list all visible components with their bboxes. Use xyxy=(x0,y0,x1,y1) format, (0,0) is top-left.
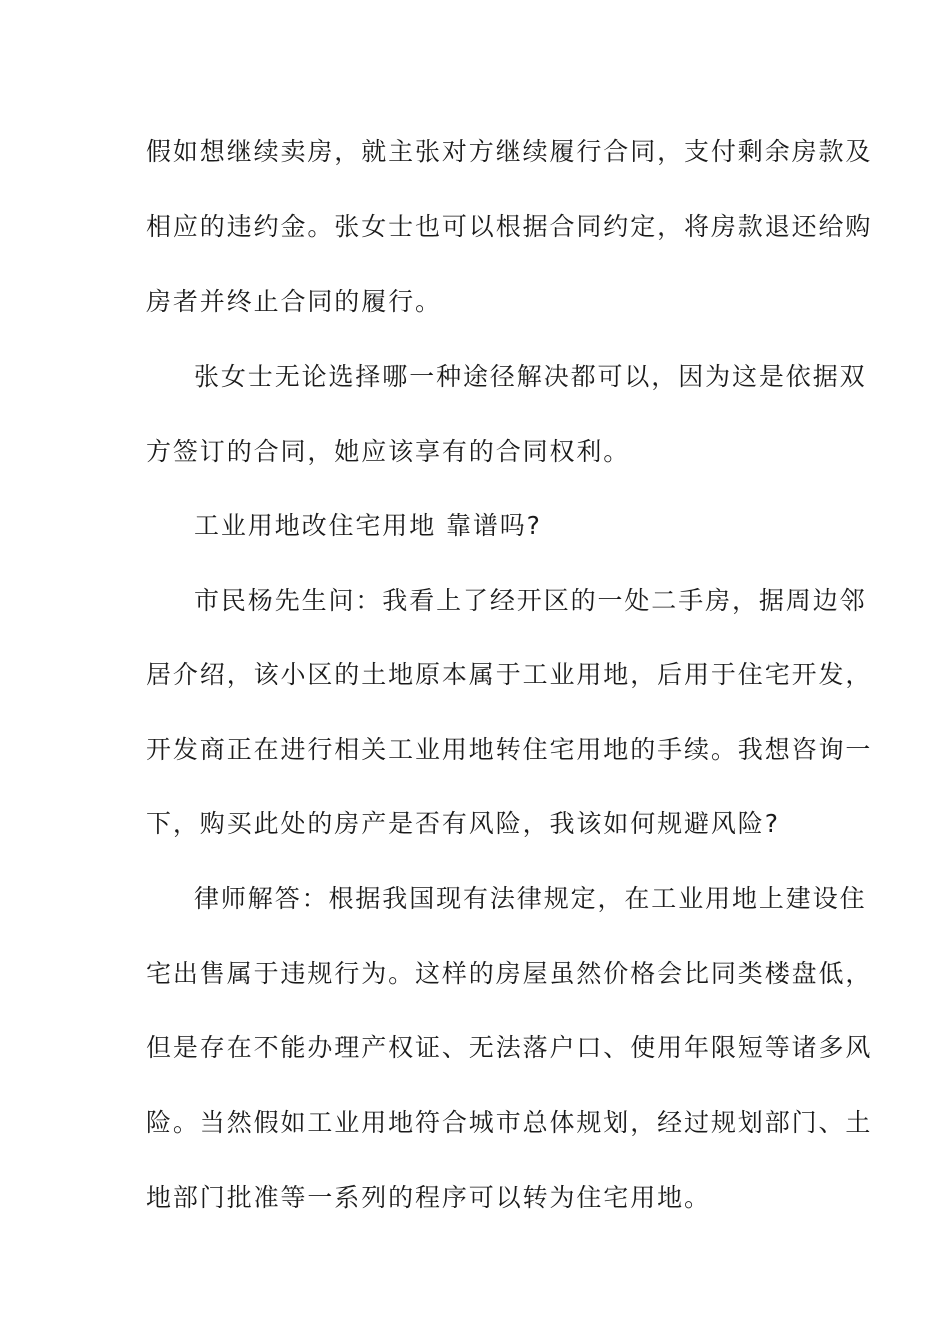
paragraph-line: 张女士无论选择哪一种途径解决都可以，因为这是依据双 xyxy=(194,362,867,391)
paragraph-line: 居介绍，该小区的土地原本属于工业用地，后用于住宅开发， xyxy=(146,660,873,689)
section-heading: 工业用地改住宅用地 靠谱吗? xyxy=(194,511,542,540)
paragraph-line: 但是存在不能办理产权证、无法落户口、使用年限短等诸多风 xyxy=(146,1033,873,1062)
paragraph-line: 市民杨先生问：我看上了经开区的一处二手房，据周边邻 xyxy=(194,586,867,615)
paragraph-line: 地部门批准等一系列的程序可以转为住宅用地。 xyxy=(146,1183,711,1212)
paragraph-line: 房者并终止合同的履行。 xyxy=(146,287,442,316)
paragraph-line: 相应的违约金。张女士也可以根据合同约定，将房款退还给购 xyxy=(146,212,873,241)
paragraph-line: 假如想继续卖房，就主张对方继续履行合同，支付剩余房款及 xyxy=(146,137,873,166)
paragraph-line: 律师解答：根据我国现有法律规定，在工业用地上建设住 xyxy=(194,884,867,913)
paragraph-line: 宅出售属于违规行为。这样的房屋虽然价格会比同类楼盘低， xyxy=(146,959,873,988)
paragraph-line: 下，购买此处的房产是否有风险，我该如何规避风险? xyxy=(146,809,780,838)
paragraph-line: 开发商正在进行相关工业用地转住宅用地的手续。我想咨询一 xyxy=(146,735,873,764)
paragraph-line: 险。当然假如工业用地符合城市总体规划，经过规划部门、土 xyxy=(146,1108,873,1137)
paragraph-line: 方签订的合同，她应该享有的合同权利。 xyxy=(146,437,631,466)
